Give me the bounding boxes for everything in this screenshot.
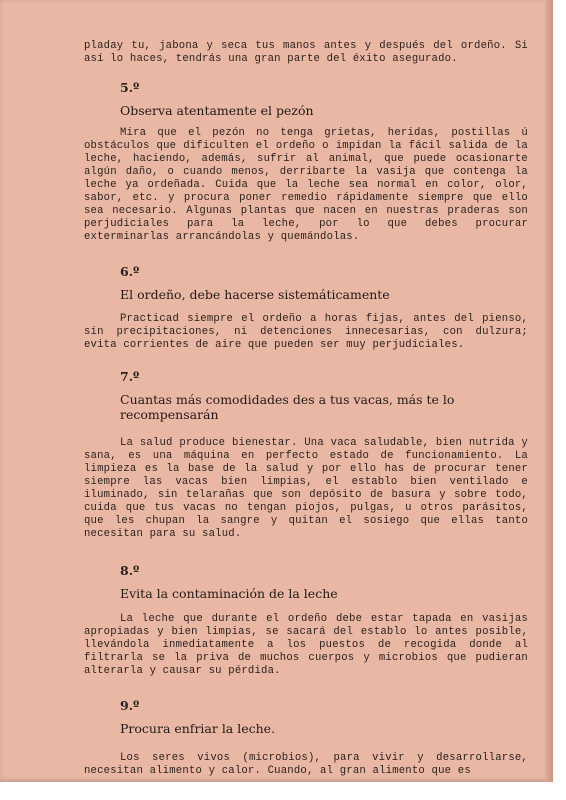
paper-edge (545, 0, 553, 782)
section-5 (84, 80, 528, 244)
section-paragraph: Los seres vivos (microbios), para vivir y desarrollarse, necesitan alimento y calor. Cuando, al gran alimento que es (84, 752, 528, 777)
section-number: 7.º (120, 369, 140, 384)
section-number: 5.º (120, 80, 140, 95)
section-6 (84, 264, 528, 352)
section-number: 6.º (120, 264, 140, 279)
section-title: Evita la contaminación de la leche (120, 586, 338, 601)
section-number: 8.º (120, 563, 140, 578)
section-title: Procura enfriar la leche. (120, 721, 276, 736)
section-8 (84, 563, 528, 678)
document-content (84, 40, 528, 778)
section-paragraph: Practicad siempre el ordeño a horas fijas, antes del pienso, sin precipitaciones, ni detenciones innecesarias, con dulzura; evita corrientes de aire que pueden ser muy perjudiciales. (84, 313, 528, 351)
section-paragraph: La leche que durante el ordeño debe estar tapada en vasijas apropiadas y bien limpias, se sacará del establo lo antes posible, llevándola inmediatamente a los puestos de recogida donde al filtrarla se la priva de muchos cuerpos y microbios que pudieran alterarla y causar su pérdida. (84, 613, 528, 677)
section-7 (84, 369, 528, 541)
intro-paragraph: pladay tu, jabona y seca tus manos antes y después del ordeño. Si así lo haces, tendrás una gran parte del éxito asegurado. (84, 40, 528, 65)
section-paragraph: Mira que el pezón no tenga grietas, heridas, postillas ú obstáculos que dificulten el ordeño o impidan la fácil salida de la leche, haciendo, además, sufrir al animal, que puede ocasionarte algún daño, o cuando menos, derribarte la vasija que contenga la leche ya ordeñada. Cuida que la leche sea normal en color, olor, sabor, etc. y procura poner remedio rápidamente siempre que ello sea necesario. Algunas plantas que nacen en nuestras praderas son perjudiciales para la leche, por lo que debes procurar exterminarlas arrancándolas y quemándolas. (84, 127, 528, 243)
section-title: Cuantas más comodidades des a tus vacas, más te lo recompensarán (120, 392, 455, 422)
section-paragraph: La salud produce bienestar. Una vaca saludable, bien nutrida y sana, es una máquina en perfecto estado de funcionamiento. La limpieza es la base de la salud y por ello has de procurar tener siempre las vacas bien limpias, el establo bien ventilado e iluminado, sin telarañas que son depósito de basura y sobre todo, cuida que tus vacas no tengan piojos, pulgas, u otros parásitos, que les chupan la sangre y quitan el sosiego que ellas tanto necesitan para su salud. (84, 437, 528, 540)
section-title: El ordeño, debe hacerse sistemáticamente (120, 287, 390, 302)
section-number: 9.º (120, 698, 140, 713)
section-title: Observa atentamente el pezón (120, 103, 314, 118)
section-9 (84, 698, 528, 778)
